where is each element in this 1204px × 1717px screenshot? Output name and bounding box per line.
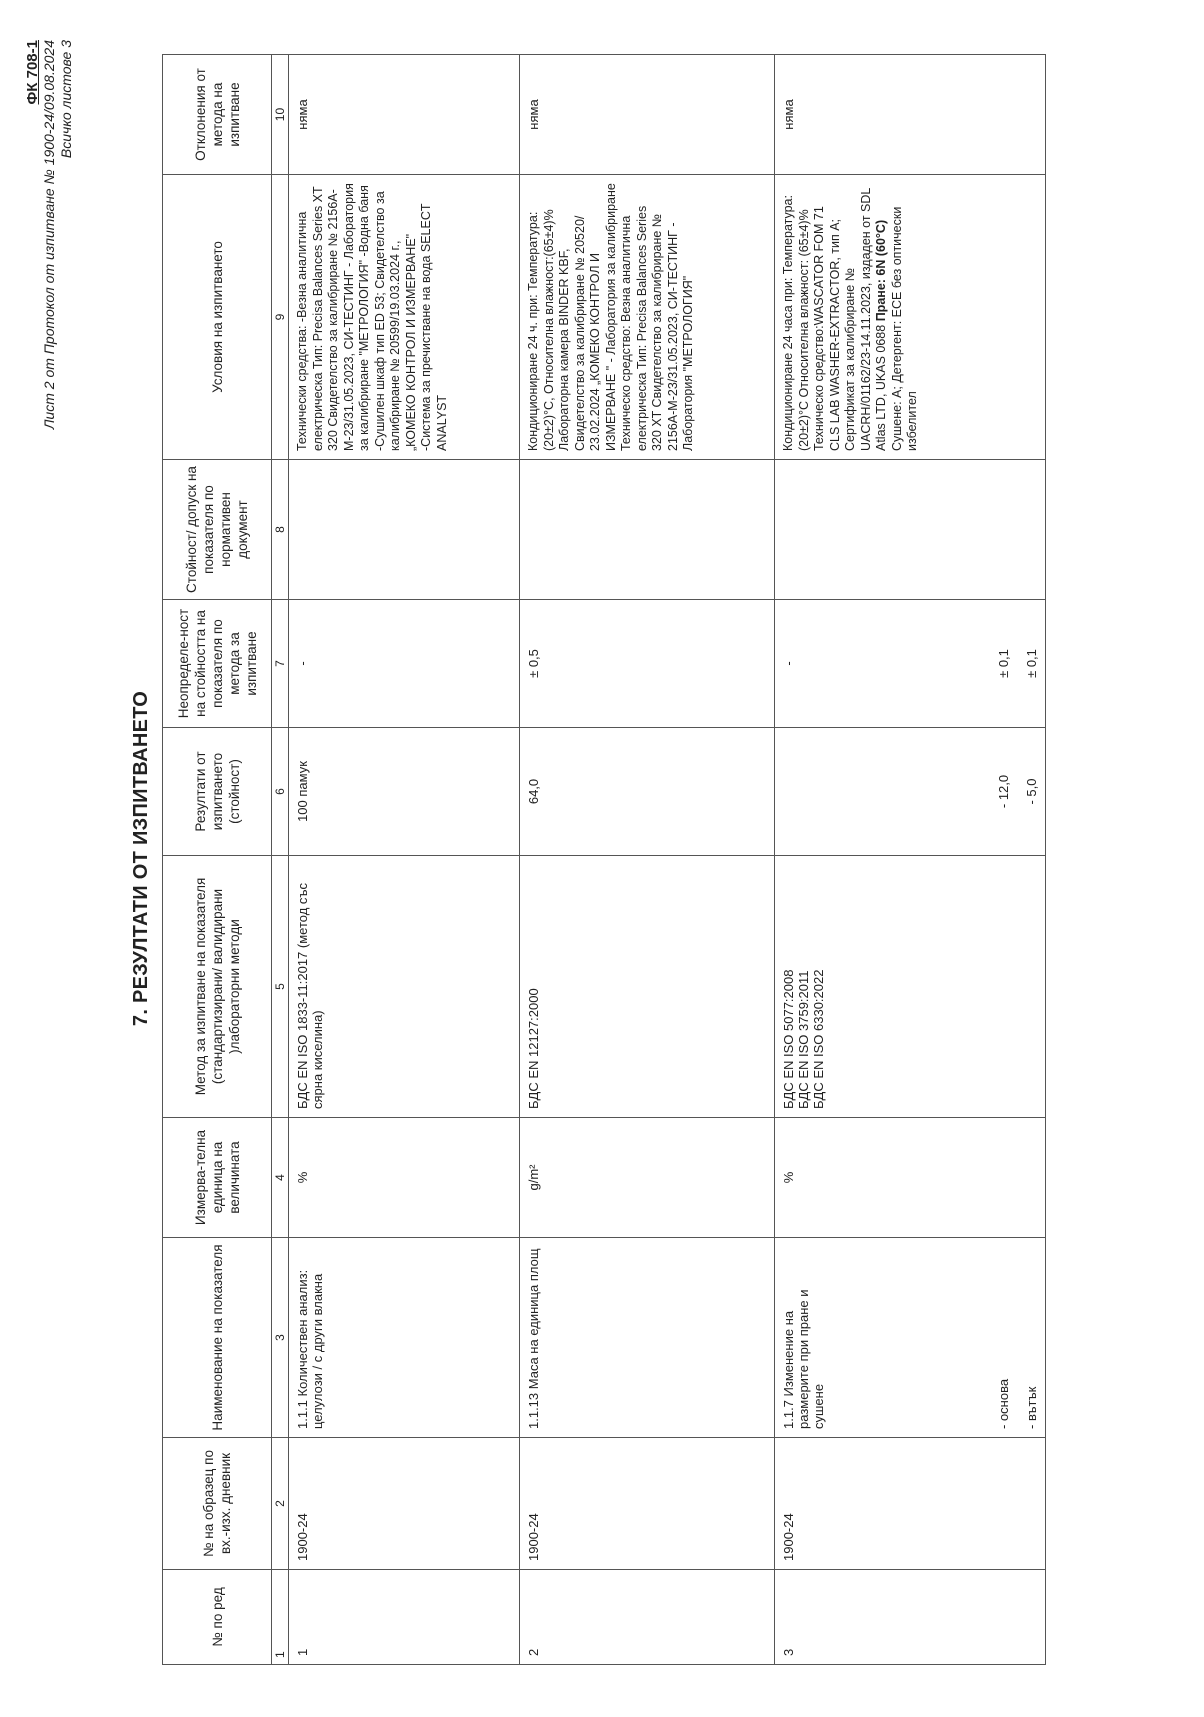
table-row <box>289 55 520 1665</box>
row-indicator: 1.1.13 Маса на единица площ <box>520 1238 775 1438</box>
col-header-uncertainty: Неопределе-ност на стойността на показателя по метода за изпитване <box>163 600 272 728</box>
method-line: БДС EN ISO 6330:2022 <box>811 969 826 1109</box>
row-deviation: няма <box>289 55 520 175</box>
row-result: 64,0 <box>520 728 775 856</box>
row-uncertainty: - <box>289 600 520 728</box>
col-header-sample: № на образец по вх.-изх. дневник <box>163 1438 272 1570</box>
form-code: ФК 708-1 <box>24 40 41 105</box>
conditions-text-tail: Сушене: А; Детергент: ЕСЕ без оптически избелител <box>889 206 919 451</box>
row-sample: 1900-24 <box>289 1438 520 1570</box>
col-header-conditions: Условия на изпитването <box>163 175 272 460</box>
row-result-group <box>775 728 1046 856</box>
result-weft: - 5,0 <box>1024 778 1039 805</box>
sub-indicator-weft: - вътък <box>1024 1386 1039 1429</box>
method-line: БДС EN ISO 5077:2008 <box>781 969 796 1109</box>
col-num: 6 <box>272 728 289 856</box>
row-method <box>775 856 1046 1118</box>
row-uncertainty: ± 0,5 <box>520 600 775 728</box>
row-uncertainty: - <box>781 661 796 666</box>
sheet-info: Лист 2 от Протокол от изпитване № 1900-24/09.08.2024 <box>41 40 57 430</box>
col-header-method: Метод за изпитване на показателя (стандартизирани/ валидирани )лабораторни методи <box>163 856 272 1118</box>
row-sample: 1900-24 <box>520 1438 775 1570</box>
page-header <box>24 40 75 429</box>
section-title: 7. РЕЗУЛТАТИ ОТ ИЗПИТВАНЕТО <box>130 690 152 1027</box>
header-row <box>163 55 272 1665</box>
results-table <box>162 54 1046 1665</box>
row-conditions: Кондициониране 24 ч. при: Температура: (20±2)°С, Относителна влажност:(65±4)% Лабораторна камера BINDER KBF, Свидетелство за калибриране № 20520/ 23.02.2024 „КОМЕКО КОНТРОЛ И ИЗМЕРВАНЕ " - Лаборатория за калибриране Техническо средство: Везна аналитична електрическа Тип: Precisa Balances Series 320 XT Свидетелство за калибриране № 2156А-М-23/31.05.2023, СИ-ТЕСТИНГ - Лаборатория "МЕТРОЛОГИЯ" <box>520 175 775 460</box>
row-tolerance <box>289 460 520 600</box>
result-warp: - 12,0 <box>996 774 1011 809</box>
col-num: 7 <box>272 600 289 728</box>
total-sheets: Всичко листове 3 <box>58 40 74 159</box>
row-conditions <box>775 175 1046 460</box>
col-header-result: Резултати от изпитването (стойност) <box>163 728 272 856</box>
row-unit: % <box>289 1118 520 1238</box>
row-no: 2 <box>520 1570 775 1665</box>
method-line: БДС EN ISO 3759:2011 <box>796 970 811 1109</box>
row-no: 3 <box>775 1570 1046 1665</box>
conditions-wash: Пране: 6N (60°С) <box>874 219 888 322</box>
uncertainty-weft: ± 0,1 <box>1024 649 1039 678</box>
col-num: 2 <box>272 1438 289 1570</box>
col-num: 1 <box>272 1570 289 1665</box>
row-tolerance <box>520 460 775 600</box>
col-header-unit: Измерва-телна единица на величината <box>163 1118 272 1238</box>
row-sample: 1900-24 <box>775 1438 1046 1570</box>
col-num: 4 <box>272 1118 289 1238</box>
uncertainty-warp: ± 0,1 <box>996 649 1011 678</box>
col-header-indicator: Наименование на показателя <box>163 1238 272 1438</box>
row-deviation: няма <box>520 55 775 175</box>
sub-indicator-warp: - основа <box>996 1378 1011 1429</box>
row-result: 100 памук <box>289 728 520 856</box>
row-unit: % <box>775 1118 1046 1238</box>
row-indicator: 1.1.7 Изменение на размерите при пране и сушене <box>781 1289 826 1429</box>
row-tolerance <box>775 460 1046 600</box>
col-num: 8 <box>272 460 289 600</box>
table-row <box>775 55 1046 1665</box>
column-number-row <box>272 55 289 1665</box>
col-num: 9 <box>272 175 289 460</box>
row-uncertainty-group <box>775 600 1046 728</box>
col-num: 10 <box>272 55 289 175</box>
row-no: 1 <box>289 1570 520 1665</box>
row-indicator-group <box>775 1238 1046 1438</box>
col-num: 5 <box>272 856 289 1118</box>
row-method: БДС EN 12127:2000 <box>520 856 775 1118</box>
row-unit: g/m² <box>520 1118 775 1238</box>
row-conditions: Технически средства: -Везна аналитична електрическа Тип: Precisa Balances Series XT 320 Свидетелство за калибриране № 2156А-М-23/31.05.2023, СИ-ТЕСТИНГ - Лаборатория за калибриране "МЕТРОЛОГИЯ" -Водна баня -Сушилен шкаф тип ED 53; Свидетелство за калибриране № 20599/19.03.2024 г., „КОМЕКО КОНТРОЛ И ИЗМЕРВАНЕ" -Система за пречистване на вода SELECT ANALYST <box>289 175 520 460</box>
row-indicator: 1.1.1 Количествен анализ: целулози / с други влакна <box>289 1238 520 1438</box>
row-method: БДС EN ISO 1833-11:2017 (метод със сярна киселина) <box>289 856 520 1118</box>
col-header-tolerance: Стойност/ допуск на показателя по нормативен документ <box>163 460 272 600</box>
conditions-text: Кондициониране 24 часа при: Температура: (20±2)°С Относителна влажност: (65±4)% Техническо средство:WASCATOR FOM 71 CLS LAB WASHER-EXTRACTOR, тип А; Сертификат за калибриране № UACRH/01162/23-14.11.2023, издаден от SDL Atlas LTD, UKAS 0688 <box>781 188 888 451</box>
col-header-no: № по ред <box>163 1570 272 1665</box>
table-row <box>520 55 775 1665</box>
col-header-deviation: Отклонения от метода на изпитване <box>163 55 272 175</box>
row-deviation: няма <box>775 55 1046 175</box>
col-num: 3 <box>272 1238 289 1438</box>
